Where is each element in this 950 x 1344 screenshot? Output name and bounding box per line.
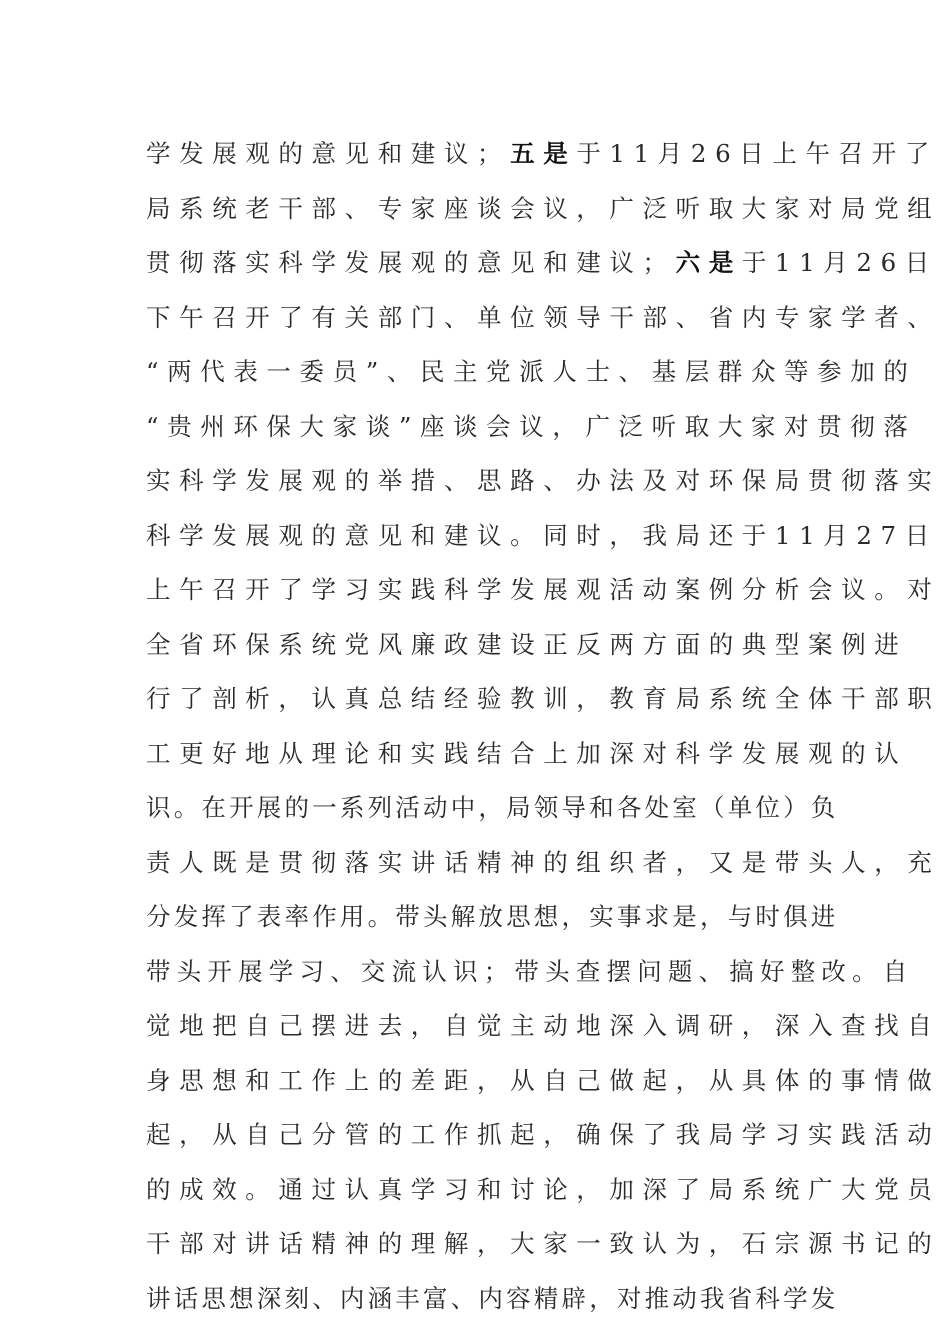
text-line [146, 1108, 941, 1163]
text-segment: 识。在开展的一系列活动中，局领导和各处室（单位）负 [146, 793, 839, 822]
text-line [146, 836, 941, 891]
text-line [146, 127, 938, 182]
text-segment: 分发挥了表率作用。带头解放思想，实事求是，与时俱进 [146, 902, 839, 931]
text-line [146, 727, 908, 782]
text-segment: 贯彻落实科学发展观的意见和建议； [146, 248, 676, 277]
text-segment: 责人既是贯彻落实讲话精神的组织者，又是带头人，充 [146, 847, 941, 877]
text-line [146, 1217, 941, 1272]
text-line [146, 1163, 941, 1218]
text-segment: 实科学发展观的举措、思路、办法及对环保局贯彻落实 [146, 466, 941, 495]
text-line [146, 509, 938, 564]
text-segment: 干部对讲话精神的理解，大家一致认为，石宗源书记的 [146, 1229, 941, 1258]
text-segment: 学发展观的意见和建议； [146, 139, 511, 168]
text-segment: 觉地把自己摆进去，自觉主动地深入调研，深入查找自 [146, 1011, 941, 1040]
text-line [146, 563, 941, 618]
text-line [146, 236, 938, 291]
text-segment: 于11月26日 [741, 248, 938, 277]
text-line [146, 618, 908, 673]
text-segment: 身思想和工作上的差距，从自己做起，从具体的事情做 [146, 1065, 941, 1095]
text-line [146, 1272, 839, 1327]
body-text [146, 127, 941, 1326]
text-segment: 起，从自己分管的工作抓起，确保了我局学习实践活动 [146, 1120, 941, 1149]
text-line [146, 1054, 941, 1109]
text-segment: 下午召开了有关部门、单位领导干部、省内专家学者、 [146, 302, 941, 332]
text-segment: 行了剖析，认真总结经验教训，教育局系统全体干部职 [146, 684, 941, 713]
bold-ordinal: 六是 [675, 248, 742, 277]
text-segment: 工更好地从理论和实践结合上加深对科学发展观的认 [146, 738, 908, 768]
text-line [146, 454, 941, 509]
text-segment: 全省环保系统党风廉政建设正反两方面的典型案例进 [146, 629, 908, 659]
text-line [146, 291, 941, 346]
text-segment: “贵州环保大家谈”座谈会议，广泛听取大家对贯彻落 [146, 411, 917, 441]
text-segment: 局系统老干部、专家座谈会议，广泛听取大家对局党组 [146, 193, 941, 223]
text-segment: “两代表一委员”、民主党派人士、基层群众等参加的 [146, 357, 917, 386]
text-line [146, 999, 941, 1054]
text-line [146, 945, 914, 1000]
text-line [146, 182, 941, 237]
text-segment: 的成效。通过认真学习和讨论，加深了局系统广大党员 [146, 1174, 941, 1204]
text-segment: 科学发展观的意见和建议。同时，我局还于11月27日 [146, 520, 938, 550]
bold-ordinal: 五是 [510, 139, 577, 168]
text-segment: 上午召开了学习实践科学发展观活动案例分析会议。对 [146, 575, 941, 604]
text-line [146, 672, 941, 727]
text-line [146, 781, 839, 836]
text-line [146, 345, 917, 400]
text-segment: 于11月26日上午召开了 [576, 139, 938, 168]
text-segment: 带头开展学习、交流认识；带头查摆问题、搞好整改。自 [146, 956, 914, 986]
text-line [146, 890, 839, 945]
text-segment: 讲话思想深刻、内涵丰富、内容精辟，对推动我省科学发 [146, 1283, 839, 1313]
text-line [146, 400, 917, 455]
